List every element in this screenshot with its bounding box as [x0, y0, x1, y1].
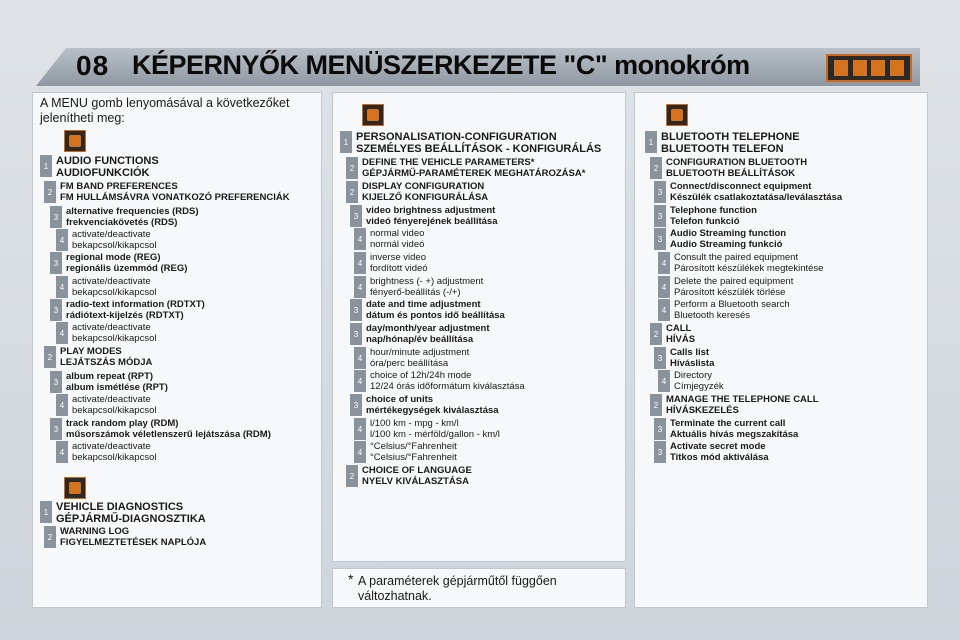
menu-item-line: activate/deactivate — [72, 229, 151, 240]
menu-item-label — [670, 228, 786, 250]
menu-item-line: SZEMÉLYES BEÁLLÍTÁSOK - KONFIGURÁLÁS — [356, 143, 602, 155]
menu-item-label — [366, 323, 490, 345]
menu-item-line: l/100 km - mérföld/gallon - km/l — [370, 429, 500, 440]
chapter-number: 08 — [76, 50, 110, 81]
level-badge: 4 — [354, 347, 366, 369]
level-badge: 4 — [56, 441, 68, 463]
menu-item — [658, 252, 823, 274]
menu-item-line: 12/24 órás időformátum kiválasztása — [370, 381, 525, 392]
menu-item-line: Calls list — [670, 347, 710, 358]
menu-item-line: activate/deactivate — [72, 322, 151, 333]
tools-icon — [362, 104, 384, 126]
menu-item — [650, 394, 819, 416]
menu-item-line: activate/deactivate — [72, 276, 151, 287]
menu-item-line: alternative frequencies (RDS) — [66, 206, 199, 217]
menu-item — [350, 299, 505, 321]
menu-item — [645, 131, 800, 155]
level-badge: 3 — [350, 205, 362, 227]
menu-item-line: GÉPJÁRMŰ-PARAMÉTEREK MEGHATÁROZÁSA* — [362, 168, 586, 179]
menu-item — [50, 371, 168, 393]
footnote-text: A paraméterek gépjárműtől függően változhatnak. — [358, 574, 557, 603]
level-badge: 4 — [354, 441, 366, 463]
menu-item-line: Audio Streaming funkció — [670, 239, 783, 250]
menu-item-label — [72, 322, 157, 344]
menu-item — [650, 157, 807, 179]
menu-item-line: date and time adjustment — [366, 299, 481, 310]
footnote — [348, 571, 608, 604]
menu-item-label — [366, 205, 497, 227]
menu-item-line: Párosított készülék törlése — [674, 287, 786, 298]
menu-item-line: day/month/year adjustment — [366, 323, 490, 334]
menu-item-label — [674, 276, 793, 298]
menu-item-line: activate/deactivate — [72, 441, 151, 452]
level-badge: 2 — [650, 323, 662, 345]
menu-item — [354, 228, 424, 250]
menu-item-line: video brightness adjustment — [366, 205, 496, 216]
menu-item — [40, 155, 159, 179]
menu-item — [354, 252, 428, 274]
menu-item-line: Párosított készülékek megtekintése — [674, 263, 824, 274]
menu-item — [350, 394, 499, 416]
menu-item-line: brightness (- +) adjustment — [370, 276, 484, 287]
bluetooth-phone-icon — [666, 104, 688, 126]
menu-item-label — [72, 276, 157, 298]
menu-item-line: album repeat (RPT) — [66, 371, 154, 382]
menu-item-line: VEHICLE DIAGNOSTICS — [56, 501, 184, 513]
level-badge: 2 — [346, 157, 358, 179]
menu-item-label — [670, 347, 714, 369]
level-badge: 3 — [654, 441, 666, 463]
level-badge: 4 — [56, 229, 68, 251]
menu-item-label — [370, 228, 424, 250]
level-badge: 3 — [50, 371, 62, 393]
menu-item — [354, 418, 500, 440]
menu-item-line: Híváslista — [670, 358, 715, 369]
menu-item-line: Delete the paired equipment — [674, 276, 794, 287]
menu-item-line: normál videó — [370, 239, 425, 250]
menu-item-line: bekapcsol/kikapcsol — [72, 333, 157, 344]
menu-item — [350, 205, 497, 227]
level-badge: 3 — [50, 206, 62, 228]
menu-item-line: fényerő-beállítás (-/+) — [370, 287, 461, 298]
menu-item-line: frekvenciakövetés (RDS) — [66, 217, 178, 228]
menu-item-label — [362, 465, 472, 487]
level-badge: 3 — [350, 394, 362, 416]
menu-item-label — [670, 418, 798, 440]
audio-icon — [64, 130, 86, 152]
menu-item-label — [56, 501, 206, 525]
menu-item-label — [370, 418, 500, 440]
menu-item — [354, 370, 525, 392]
level-badge: 4 — [354, 370, 366, 392]
menu-item-label — [670, 181, 842, 203]
menu-item-line: inverse video — [370, 252, 426, 263]
display-monochrome-icon — [826, 54, 912, 82]
level-badge: 2 — [650, 157, 662, 179]
menu-item-line: Audio Streaming function — [670, 228, 787, 239]
menu-item-line: Directory — [674, 370, 713, 381]
menu-item-line: choice of units — [366, 394, 434, 405]
menu-item-label — [670, 205, 757, 227]
menu-item-line: PLAY MODES — [60, 346, 122, 357]
level-badge: 4 — [354, 418, 366, 440]
menu-item-line: AUDIO FUNCTIONS — [56, 155, 159, 167]
menu-item-line: HÍVÁSKEZELÉS — [666, 405, 739, 416]
menu-item — [650, 323, 695, 345]
menu-item-line: PERSONALISATION-CONFIGURATION — [356, 131, 557, 143]
menu-item-label — [670, 441, 769, 463]
menu-item-label — [60, 526, 206, 548]
intro-text: A MENU gomb lenyomásával a következőket jelenítheti meg: — [40, 96, 290, 125]
menu-item — [40, 501, 206, 525]
menu-item-line: BLUETOOTH BEÁLLÍTÁSOK — [666, 168, 796, 179]
menu-item — [354, 441, 457, 463]
level-badge: 3 — [50, 299, 62, 321]
menu-item-line: radio-text information (RDTXT) — [66, 299, 205, 310]
menu-item — [340, 131, 601, 155]
menu-item-label — [362, 157, 585, 179]
menu-item-label — [370, 441, 457, 463]
menu-item-line: LEJÁTSZÁS MÓDJA — [60, 357, 153, 368]
menu-item-line: dátum és pontos idő beállítása — [366, 310, 505, 321]
menu-item-label — [72, 229, 157, 251]
level-badge: 2 — [650, 394, 662, 416]
menu-item-label — [356, 131, 601, 155]
menu-item-label — [666, 157, 807, 179]
menu-item-line: DEFINE THE VEHICLE PARAMETERS* — [362, 157, 535, 168]
menu-item-label — [666, 394, 819, 416]
menu-item-line: MANAGE THE TELEPHONE CALL — [666, 394, 819, 405]
menu-item-line: óra/perc beállítása — [370, 358, 449, 369]
menu-item-label — [362, 181, 488, 203]
menu-item-line: WARNING LOG — [60, 526, 130, 537]
menu-item-line: Consult the paired equipment — [674, 252, 799, 263]
menu-item-label — [66, 206, 199, 228]
menu-item — [654, 228, 786, 250]
menu-item-line: activate/deactivate — [72, 394, 151, 405]
menu-item — [654, 418, 798, 440]
menu-item-line: l/100 km - mpg - km/l — [370, 418, 459, 429]
menu-item — [354, 347, 469, 369]
menu-item-line: KIJELZŐ KONFIGURÁLÁSA — [362, 192, 489, 203]
level-badge: 1 — [40, 501, 52, 523]
menu-item-label — [66, 371, 168, 393]
menu-item-line: FIGYELMEZTETÉSEK NAPLÓJA — [60, 537, 207, 548]
menu-item-line: BLUETOOTH TELEFON — [661, 143, 784, 155]
level-badge: 4 — [658, 370, 670, 392]
menu-item-line: hour/minute adjustment — [370, 347, 470, 358]
level-badge: 3 — [350, 323, 362, 345]
level-badge: 4 — [56, 276, 68, 298]
menu-item-line: fordított videó — [370, 263, 428, 274]
menu-item-line: műsorszámok véletlenszerű lejátszása (RDM) — [66, 429, 271, 440]
level-badge: 1 — [645, 131, 657, 153]
menu-item — [654, 441, 769, 463]
menu-item-line: CONFIGURATION BLUETOOTH — [666, 157, 808, 168]
menu-item-label — [60, 181, 290, 203]
menu-item — [50, 299, 205, 321]
menu-item-line: FM HULLÁMSÁVRA VONATKOZÓ PREFERENCIÁK — [60, 192, 290, 203]
menu-item — [50, 418, 271, 440]
level-badge: 2 — [44, 526, 56, 548]
menu-item — [658, 276, 793, 298]
menu-item-line: bekapcsol/kikapcsol — [72, 405, 157, 416]
menu-item-line: BLUETOOTH TELEPHONE — [661, 131, 800, 143]
menu-item-line: AUDIOFUNKCIÓK — [56, 167, 150, 179]
menu-item-line: track random play (RDM) — [66, 418, 179, 429]
level-badge: 4 — [56, 394, 68, 416]
level-badge: 4 — [354, 228, 366, 250]
menu-item-label — [666, 323, 695, 345]
menu-item-line: Aktuális hívás megszakítása — [670, 429, 799, 440]
menu-item-line: Perform a Bluetooth search — [674, 299, 790, 310]
menu-item-line: °Celsius/°Fahrenheit — [370, 452, 457, 463]
level-badge: 4 — [658, 299, 670, 321]
menu-item-label — [370, 347, 469, 369]
menu-item-label — [370, 370, 525, 392]
level-badge: 4 — [658, 252, 670, 274]
menu-item-line: NYELV KIVÁLASZTÁSA — [362, 476, 469, 487]
menu-item-line: regionális üzemmód (REG) — [66, 263, 188, 274]
level-badge: 4 — [56, 322, 68, 344]
level-badge: 2 — [346, 465, 358, 487]
menu-item — [56, 394, 157, 416]
menu-item-label — [72, 394, 157, 416]
menu-item — [346, 465, 472, 487]
menu-item — [44, 346, 152, 368]
menu-item-line: bekapcsol/kikapcsol — [72, 240, 157, 251]
menu-item-line: FM BAND PREFERENCES — [60, 181, 178, 192]
menu-item-label — [370, 252, 428, 274]
menu-item — [56, 229, 157, 251]
menu-item-line: GÉPJÁRMŰ-DIAGNOSZTIKA — [56, 513, 206, 525]
menu-item-line: Titkos mód aktiválása — [670, 452, 769, 463]
level-badge: 4 — [354, 252, 366, 274]
level-badge: 4 — [658, 276, 670, 298]
menu-item — [354, 276, 483, 298]
menu-item-line: HÍVÁS — [666, 334, 696, 345]
menu-item — [56, 276, 157, 298]
menu-item-line: Telefon funkció — [670, 216, 740, 227]
menu-item-label — [674, 299, 790, 321]
menu-item — [346, 181, 488, 203]
level-badge: 3 — [654, 418, 666, 440]
level-badge: 3 — [654, 181, 666, 203]
level-badge: 2 — [346, 181, 358, 203]
menu-item-label — [66, 418, 271, 440]
menu-item-line: mértékegységek kiválasztása — [366, 405, 499, 416]
menu-item — [654, 181, 842, 203]
menu-item-line: Címjegyzék — [674, 381, 724, 392]
menu-item — [44, 526, 206, 548]
footnote-star: * — [348, 571, 354, 587]
menu-item-line: Telephone function — [670, 205, 757, 216]
menu-item-label — [674, 252, 823, 274]
menu-item-label — [366, 394, 499, 416]
menu-item — [350, 323, 490, 345]
menu-item — [654, 347, 714, 369]
menu-item-line: CALL — [666, 323, 692, 334]
menu-item-line: Connect/disconnect equipment — [670, 181, 812, 192]
level-badge: 3 — [654, 347, 666, 369]
menu-item-label — [56, 155, 159, 179]
menu-item-line: DISPLAY CONFIGURATION — [362, 181, 485, 192]
menu-item-label — [66, 252, 187, 274]
menu-item-line: regional mode (REG) — [66, 252, 161, 263]
level-badge: 3 — [350, 299, 362, 321]
menu-item — [658, 299, 790, 321]
menu-item-line: nap/hónap/év beállítása — [366, 334, 474, 345]
level-badge: 4 — [354, 276, 366, 298]
menu-item-line: bekapcsol/kikapcsol — [72, 452, 157, 463]
menu-item-line: normal video — [370, 228, 425, 239]
vehicle-diagnostics-icon — [64, 477, 86, 499]
level-badge: 3 — [50, 252, 62, 274]
menu-item-label — [366, 299, 505, 321]
menu-item — [56, 441, 157, 463]
menu-item — [50, 206, 199, 228]
level-badge: 3 — [654, 228, 666, 250]
menu-item-label — [674, 370, 724, 392]
menu-item — [44, 181, 290, 203]
menu-item-line: choice of 12h/24h mode — [370, 370, 472, 381]
menu-item-line: CHOICE OF LANGUAGE — [362, 465, 472, 476]
menu-item — [658, 370, 724, 392]
page-title: KÉPERNYŐK MENÜSZERKEZETE "C" monokróm — [132, 50, 750, 80]
menu-item-line: °Celsius/°Fahrenheit — [370, 441, 457, 452]
level-badge: 3 — [654, 205, 666, 227]
level-badge: 1 — [340, 131, 352, 153]
menu-item-line: Terminate the current call — [670, 418, 786, 429]
menu-item-line: rádiótext-kijelzés (RDTXT) — [66, 310, 184, 321]
menu-item — [50, 252, 187, 274]
menu-item-label — [60, 346, 152, 368]
menu-item — [346, 157, 585, 179]
menu-item-line: Készülék csatlakoztatása/leválasztása — [670, 192, 843, 203]
menu-item — [56, 322, 157, 344]
menu-item-line: Bluetooth keresés — [674, 310, 751, 321]
level-badge: 2 — [44, 346, 56, 368]
menu-item-label — [72, 441, 157, 463]
menu-item-line: album ismétlése (RPT) — [66, 382, 168, 393]
level-badge: 2 — [44, 181, 56, 203]
level-badge: 1 — [40, 155, 52, 177]
menu-item — [654, 205, 757, 227]
menu-item-line: bekapcsol/kikapcsol — [72, 287, 157, 298]
menu-item-label — [370, 276, 483, 298]
menu-item-label — [661, 131, 800, 155]
menu-item-line: videó fényerejének beállítása — [366, 216, 498, 227]
menu-item-line: Activate secret mode — [670, 441, 766, 452]
level-badge: 3 — [50, 418, 62, 440]
menu-item-label — [66, 299, 205, 321]
